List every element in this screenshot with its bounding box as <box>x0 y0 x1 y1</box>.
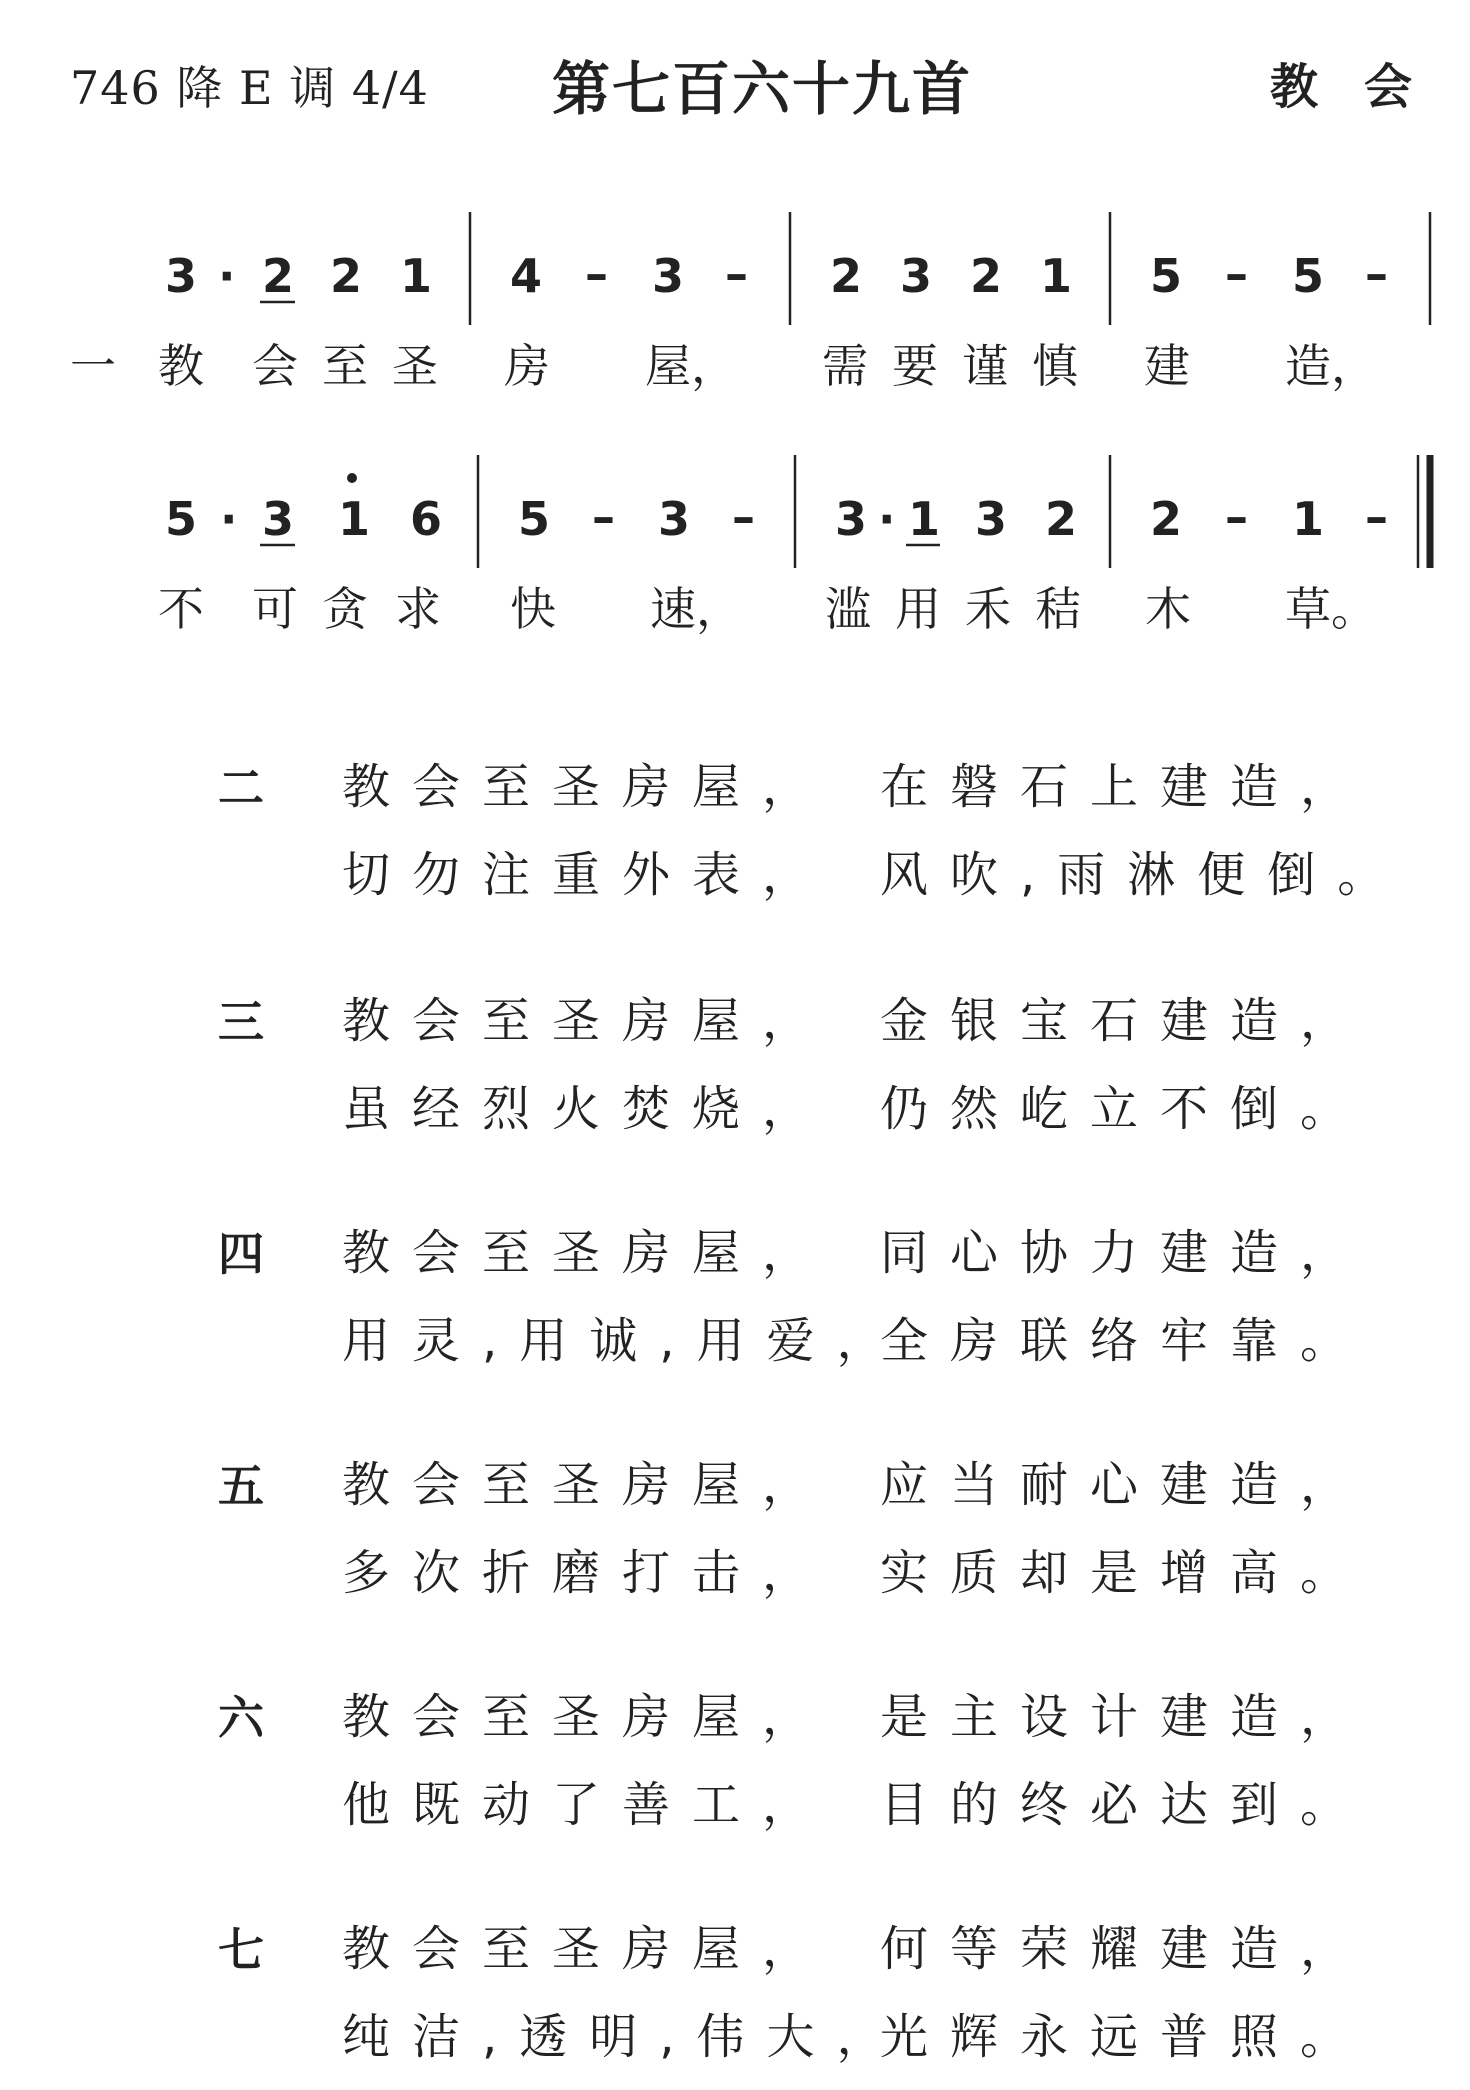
note: 2 <box>970 249 1003 303</box>
note: 1 <box>400 249 433 303</box>
lyric-char: 会 <box>252 339 298 393</box>
lyric-char: 房 <box>504 339 550 393</box>
high-octave-dot <box>347 473 357 483</box>
page-title: 第七百六十九首 <box>552 55 973 123</box>
note-dash: – <box>592 490 615 544</box>
verse-line: 教会至圣房屋， <box>342 1225 833 1281</box>
note: 3 <box>652 249 685 303</box>
note: · <box>220 492 238 546</box>
hymn-number-key: 746 降 E 调 4/4 <box>70 61 429 115</box>
note: · <box>878 492 896 546</box>
lyric-char: 不 <box>158 582 204 636</box>
note-dash: – <box>1365 490 1388 544</box>
note: 2 <box>1150 492 1183 546</box>
verse-line: 教会至圣房屋， <box>342 1457 833 1513</box>
score-row-1 <box>165 212 1430 325</box>
lyric-char: 谨 <box>962 339 1008 393</box>
note-dash: – <box>732 490 755 544</box>
lyric-char: 快 <box>510 582 556 636</box>
verse-line: 仍然屹立不倒。 <box>880 1081 1371 1137</box>
note-dash: – <box>725 247 748 301</box>
verse-number: 四 <box>218 1227 264 1281</box>
score-notation <box>0 0 1470 700</box>
note: 1 <box>338 492 371 546</box>
note: 6 <box>410 492 443 546</box>
verse-number: 六 <box>218 1691 264 1745</box>
note: 3 <box>658 492 691 546</box>
lyric-char: 教 <box>158 339 204 393</box>
lyrics-row-2 <box>158 582 1377 636</box>
verse-number: 三 <box>218 995 264 1049</box>
verse-line: 目的终必达到。 <box>880 1777 1371 1833</box>
note-dash: – <box>1225 490 1248 544</box>
lyric-char: 建 <box>1144 339 1190 393</box>
lyric-char: 贪 <box>322 582 368 636</box>
verse-number: 五 <box>218 1459 264 1513</box>
verse-line: 金银宝石建造， <box>880 993 1371 1049</box>
note: 5 <box>1150 249 1183 303</box>
note: 2 <box>262 249 295 303</box>
verse-number: 二 <box>218 761 264 815</box>
verse-7 <box>0 1910 1470 2090</box>
verse-line: 同心协力建造， <box>880 1225 1371 1281</box>
verse-5 <box>0 1446 1470 1626</box>
note: 1 <box>1292 492 1325 546</box>
note: 3 <box>900 249 933 303</box>
note: 2 <box>830 249 863 303</box>
verse-line: 用灵,用诚,用爱， <box>342 1313 907 1369</box>
verse-line: 多次折磨打击， <box>342 1545 833 1601</box>
note: 2 <box>1045 492 1078 546</box>
note-dash: – <box>1365 247 1388 301</box>
lyric-char: 一 <box>70 339 116 393</box>
verse-2 <box>0 748 1470 928</box>
lyric-char: 圣 <box>392 339 438 393</box>
verse-line: 风吹,雨淋便倒。 <box>880 847 1408 903</box>
verse-line: 应当耐心建造， <box>880 1457 1371 1513</box>
verse-line: 实质却是增高。 <box>880 1545 1371 1601</box>
note: 5 <box>518 492 551 546</box>
verse-line: 他既动了善工， <box>342 1777 833 1833</box>
note: 3 <box>975 492 1008 546</box>
note: 3 <box>165 249 198 303</box>
lyric-char: 造， <box>1285 339 1377 393</box>
verse-line: 何等荣耀建造， <box>880 1921 1371 1977</box>
verse-line: 光辉永远普照。 <box>880 2009 1371 2065</box>
note: 1 <box>908 492 941 546</box>
note: 4 <box>510 249 543 303</box>
lyric-char: 禾 <box>965 582 1011 636</box>
verse-line: 教会至圣房屋， <box>342 993 833 1049</box>
hymn-category: 教会 <box>1270 59 1459 115</box>
note: 3 <box>262 492 295 546</box>
verse-3 <box>0 982 1470 1162</box>
lyric-char: 屋， <box>645 339 737 393</box>
verse-line: 全房联络牢靠。 <box>880 1313 1371 1369</box>
lyric-char: 要 <box>892 339 938 393</box>
note: · <box>218 249 236 303</box>
lyric-char: 草。 <box>1285 582 1377 636</box>
lyric-char: 需 <box>822 339 868 393</box>
note: 3 <box>835 492 868 546</box>
verse-line: 教会至圣房屋， <box>342 759 833 815</box>
lyric-char: 速， <box>650 582 742 636</box>
verse-line: 教会至圣房屋， <box>342 1921 833 1977</box>
lyric-char: 用 <box>895 582 941 636</box>
verse-6 <box>0 1678 1470 1858</box>
verse-line: 切勿注重外表， <box>342 847 833 903</box>
lyric-char: 秸 <box>1035 582 1081 636</box>
lyric-char: 慎 <box>1032 339 1078 393</box>
score-row-2 <box>165 455 1430 568</box>
lyrics-row-1 <box>70 339 1377 393</box>
lyric-char: 可 <box>252 582 298 636</box>
lyric-char: 求 <box>395 582 441 636</box>
lyric-char: 至 <box>322 339 368 393</box>
verse-line: 在磐石上建造， <box>880 759 1371 815</box>
verse-line: 虽经烈火焚烧， <box>342 1081 833 1137</box>
verse-line: 教会至圣房屋， <box>342 1689 833 1745</box>
note: 1 <box>1040 249 1073 303</box>
note: 2 <box>330 249 363 303</box>
note: 5 <box>1292 249 1325 303</box>
note-dash: – <box>585 247 608 301</box>
verse-number: 七 <box>218 1923 264 1977</box>
verse-4 <box>0 1214 1470 1394</box>
verse-line: 纯洁,透明,伟大， <box>342 2009 907 2065</box>
note-dash: – <box>1225 247 1248 301</box>
lyric-char: 木 <box>1145 582 1191 636</box>
note: 5 <box>165 492 198 546</box>
lyric-char: 滥 <box>825 582 871 636</box>
verse-line: 是主设计建造， <box>880 1689 1371 1745</box>
